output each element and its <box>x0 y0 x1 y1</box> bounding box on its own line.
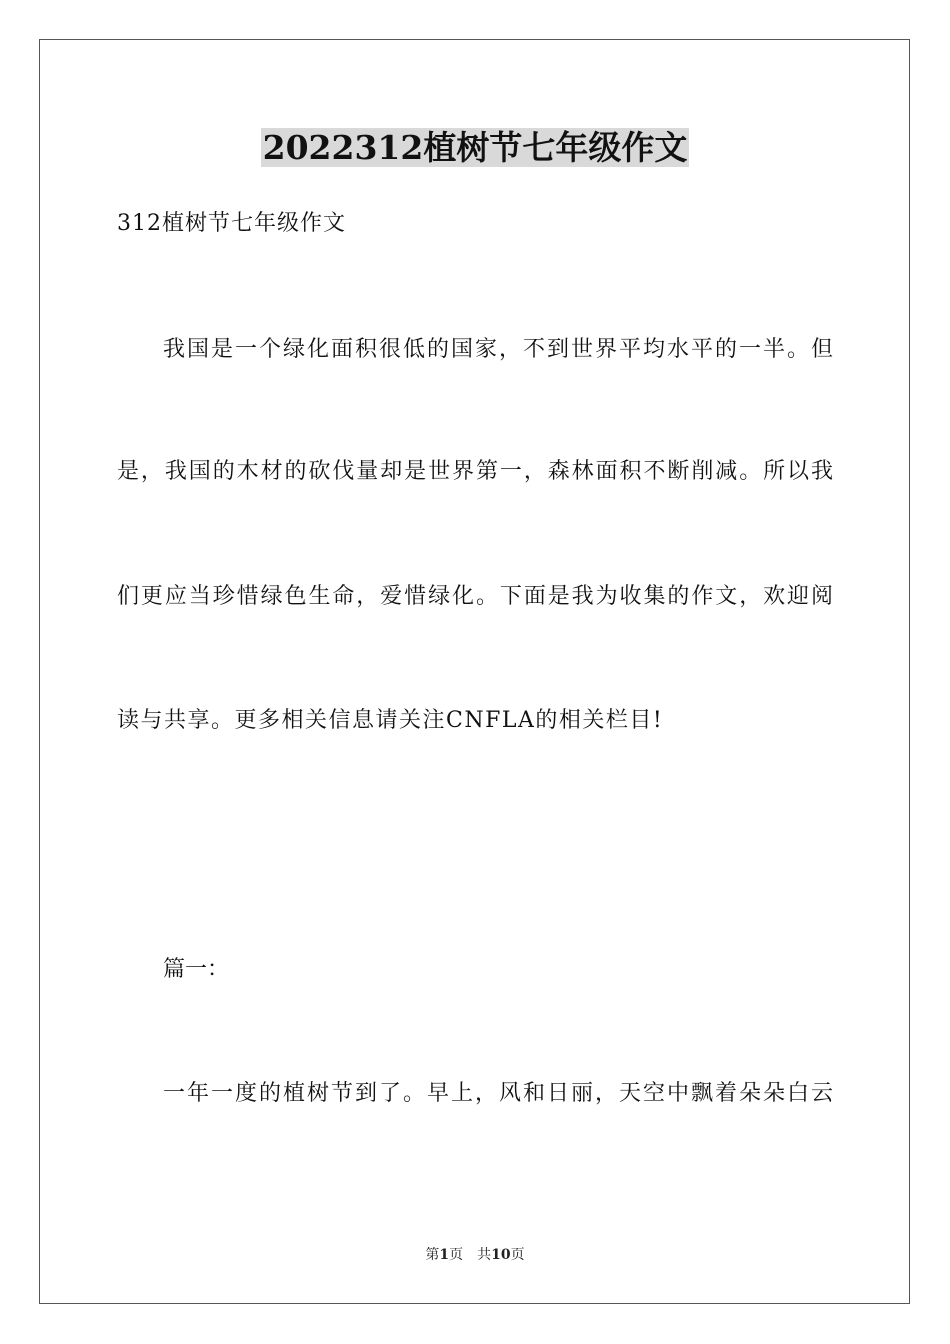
section-heading: 篇一： <box>163 957 230 982</box>
document-subtitle: 312植树节七年级作文 <box>117 211 346 236</box>
footer-total-prefix: 共 <box>477 1247 492 1263</box>
footer-page-suffix: 页 <box>449 1247 464 1263</box>
page-footer <box>0 1245 950 1265</box>
essay-paragraph-line-1: 一年一度的植树节到了。早上，风和日丽，天空中飘着朵朵白云 <box>163 1081 833 1106</box>
footer-page-prefix: 第 <box>425 1247 440 1263</box>
footer-page-current: 1 <box>439 1247 450 1263</box>
document-title <box>0 124 950 172</box>
intro-paragraph-line-4: 读与共享。更多相关信息请关注CNFLA的相关栏目! <box>117 708 664 733</box>
footer-page-total: 10 <box>491 1247 511 1263</box>
document-title-text: 2022312植树节七年级作文 <box>262 128 688 167</box>
intro-paragraph-line-2: 是，我国的木材的砍伐量却是世界第一，森林面积不断削减。所以我 <box>117 459 833 484</box>
intro-paragraph-line-3: 们更应当珍惜绿色生命，爱惜绿化。下面是我为收集的作文，欢迎阅 <box>117 584 833 609</box>
footer-total-suffix: 页 <box>510 1247 525 1263</box>
intro-paragraph-line-1: 我国是一个绿化面积很低的国家，不到世界平均水平的一半。但 <box>163 337 833 362</box>
